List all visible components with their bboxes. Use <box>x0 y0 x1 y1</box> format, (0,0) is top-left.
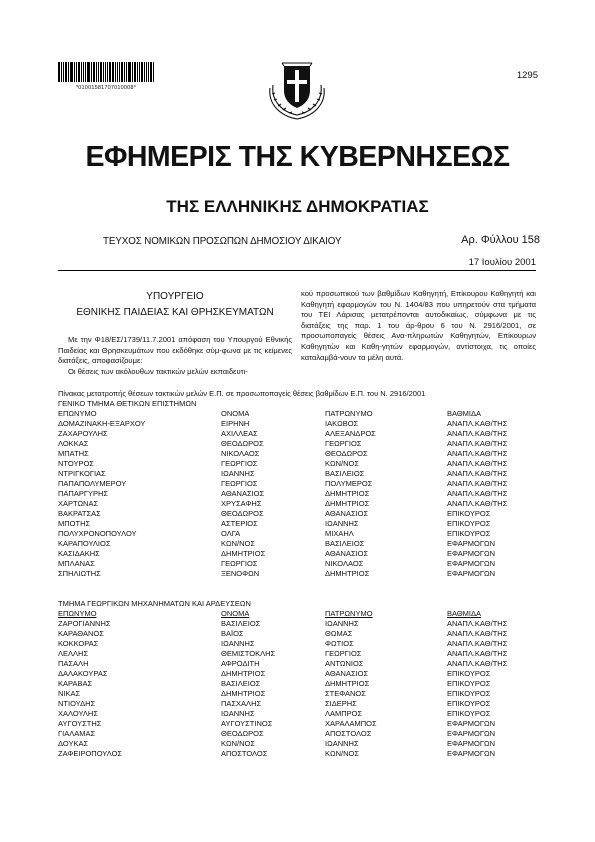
surname-cell: ΒΑΚΡΑΤΣΑΣ <box>58 509 101 518</box>
rank-cell: ΕΠΙΚΟΥΡΟΣ <box>447 669 491 678</box>
table-row <box>58 669 553 679</box>
first-name-cell: ΠΑΣΧΑΛΗΣ <box>221 699 262 708</box>
first-name-cell: ΒΑΣΙΛΕΙΟΣ <box>221 619 261 628</box>
surname-cell: ΑΥΓΟΥΣΤΗΣ <box>58 719 102 728</box>
first-name-cell: ΔΗΜΗΤΡΙΟΣ <box>221 549 266 558</box>
first-name-cell: ΑΥΓΟΥΣΤΙΝΟΣ <box>221 719 273 728</box>
first-name-cell: ΕΙΡΗΝΗ <box>221 419 250 428</box>
fathers-name-cell: ΔΗΜΗΤΡΙΟΣ <box>325 679 370 688</box>
table-row <box>58 739 553 749</box>
rank-cell: ΑΝΑΠΛ.ΚΑΘ/ΤΗΣ <box>447 619 508 628</box>
first-name-cell: ΔΗΜΗΤΡΙΟΣ <box>221 669 266 678</box>
rank-cell: ΕΠΙΚΟΥΡΟΣ <box>447 529 491 538</box>
surname-cell: ΚΑΡΑΘΑΝΟΣ <box>58 629 104 638</box>
rank-cell: ΑΝΑΠΛ.ΚΑΘ/ΤΗΣ <box>447 479 508 488</box>
fathers-name-cell: ΚΩΝ/ΝΟΣ <box>325 459 359 468</box>
surname-cell: ΚΑΡΑΒΑΣ <box>58 679 93 688</box>
surname-cell: ΛΟΚΚΑΣ <box>58 439 89 448</box>
ministry-heading: ΥΠΟΥΡΓΕΙΟ <box>146 291 204 302</box>
barcode-bar <box>153 62 154 82</box>
first-name-cell: ΝΙΚΟΛΑΟΣ <box>221 449 260 458</box>
barcode <box>58 62 154 82</box>
rank-cell: ΕΠΙΚΟΥΡΟΣ <box>447 679 491 688</box>
barcode-bar <box>141 62 143 82</box>
first-name-cell: ΞΕΝΟΦΩΝ <box>221 569 260 578</box>
rank-cell: ΕΦΑΡΜΟΓΩΝ <box>447 749 496 758</box>
table-row <box>58 639 553 649</box>
table-row <box>58 689 553 699</box>
surname-cell: ΜΠΑΤΗΣ <box>58 449 89 458</box>
barcode-bar <box>63 62 64 82</box>
rank-cell: ΑΝΑΠΛ.ΚΑΘ/ΤΗΣ <box>447 489 508 498</box>
first-name-cell: ΙΩΑΝΝΗΣ <box>221 709 255 718</box>
barcode-bar <box>139 62 140 82</box>
page-number: 1295 <box>516 70 538 81</box>
barcode-bar <box>83 62 84 82</box>
rank-cell: ΕΦΑΡΜΟΓΩΝ <box>447 569 496 578</box>
barcode-bar <box>61 62 62 82</box>
barcode-bar <box>74 62 75 82</box>
table-row <box>58 569 553 579</box>
department-title: ΤΜΗΜΑ ΓΕΩΡΓΙΚΩΝ ΜΗΧΑΝΗΜΑΤΩΝ ΚΑΙ ΑΡΔΕΥΣΕΩΝ <box>58 599 251 608</box>
barcode-bar <box>68 62 69 82</box>
surname-cell: ΠΑΠΑΠΟΛΥΜΕΡΟΥ <box>58 479 127 488</box>
fathers-name-cell: ΒΑΣΙΛΕΙΟΣ <box>325 539 365 548</box>
fathers-name-cell: ΙΩΑΝΝΗΣ <box>325 739 359 748</box>
fathers-name-cell: ΔΗΜΗΤΡΙΟΣ <box>325 499 370 508</box>
table-row <box>58 459 553 469</box>
rank-cell: ΕΦΑΡΜΟΓΩΝ <box>447 729 496 738</box>
first-name-cell: ΒΑΣΙΛΕΙΟΣ <box>221 679 261 688</box>
fathers-name-cell: ΙΑΚΩΒΟΣ <box>325 419 359 428</box>
decision-paragraph: Οι θέσεις των ακόλουθων τακτικών μελών εκπαιδευτι- <box>68 366 248 376</box>
first-name-cell: ΑΠΟΣΤΟΛΟΣ <box>221 749 268 758</box>
first-name-cell: ΓΕΩΡΓΙΟΣ <box>221 479 258 488</box>
column-header: ΠΑΤΡΩΝΥΜΟ <box>325 409 373 418</box>
fathers-name-cell: ΚΩΝ/ΝΟΣ <box>325 749 359 758</box>
department-section-general <box>58 399 553 579</box>
surname-cell: ΜΠΛΑΝΑΣ <box>58 559 95 568</box>
column-header: ΠΑΤΡΩΝΥΜΟ <box>325 609 373 618</box>
department-section-agricultural <box>58 599 553 759</box>
barcode-bar <box>128 62 131 82</box>
fathers-name-cell: ΧΑΡΑΛΑΜΠΟΣ <box>325 719 377 728</box>
fathers-name-cell: ΑΘΑΝΑΣΙΟΣ <box>325 549 369 558</box>
barcode-bar <box>93 62 95 82</box>
fathers-name-cell: ΔΗΜΗΤΡΙΟΣ <box>325 569 370 578</box>
barcode-bar <box>81 62 82 82</box>
rank-cell: ΕΠΙΚΟΥΡΟΣ <box>447 709 491 718</box>
rank-cell: ΑΝΑΠΛ.ΚΑΘ/ΤΗΣ <box>447 499 508 508</box>
first-name-cell: ΒΑΪΟΣ <box>221 629 244 638</box>
surname-cell: ΖΑΧΑΡΟΥΛΗΣ <box>58 429 108 438</box>
fathers-name-cell: ΙΩΑΝΝΗΣ <box>325 619 359 628</box>
table-row <box>58 659 553 669</box>
decision-text-left <box>58 335 292 377</box>
barcode-bar <box>132 62 133 82</box>
rank-cell: ΑΝΑΠΛ.ΚΑΘ/ΤΗΣ <box>447 459 508 468</box>
surname-cell: ΝΤΟΥΡΟΣ <box>58 459 94 468</box>
barcode-bar <box>124 62 125 82</box>
barcode-bar <box>121 62 123 82</box>
barcode-bar <box>58 62 60 82</box>
rank-cell: ΕΦΑΡΜΟΓΩΝ <box>447 559 496 568</box>
fathers-name-cell: ΓΕΩΡΓΙΟΣ <box>325 649 362 658</box>
ministry-name: ΕΘΝΙΚΗΣ ΠΑΙΔΕΙΑΣ ΚΑΙ ΘΡΗΣΚΕΥΜΑΤΩΝ <box>76 307 274 318</box>
surname-cell: ΧΑΛΟΥΛΗΣ <box>58 709 98 718</box>
surname-cell: ΠΟΛΥΧΡΟΝΟΠΟΥΛΟΥ <box>58 529 137 538</box>
surname-cell: ΓΙΑΛΑΜΑΣ <box>58 729 96 738</box>
first-name-cell: ΘΕΜΙΣΤΟΚΛΗΣ <box>221 649 276 658</box>
fathers-name-cell: ΙΩΑΝΝΗΣ <box>325 519 359 528</box>
column-header: ΒΑΘΜΙΔΑ <box>447 609 482 618</box>
barcode-bar <box>117 62 118 82</box>
table-row <box>58 439 553 449</box>
issue-date: 17 Ιουλίου 2001 <box>468 257 536 268</box>
barcode-bar <box>78 62 80 82</box>
surname-cell: ΚΟΚΚΟΡΑΣ <box>58 639 99 648</box>
rank-cell: ΕΦΑΡΜΟΓΩΝ <box>447 739 496 748</box>
rank-cell: ΑΝΑΠΛ.ΚΑΘ/ΤΗΣ <box>447 639 508 648</box>
coat-of-arms-emblem <box>262 58 332 122</box>
barcode-bar <box>144 62 145 82</box>
table-row <box>58 699 553 709</box>
tables-caption: Πίνακας μετατροπής θέσεων τακτικών μελών Ε.Π. σε προσωποπαγείς θέσεις βαθμίδων Ε.Π. του Ν. 2916/2001 <box>58 389 426 398</box>
surname-cell: ΖΑΡΟΓΙΑΝΝΗΣ <box>58 619 111 628</box>
table-row <box>58 719 553 729</box>
surname-cell: ΚΑΣΙΔΑΚΗΣ <box>58 549 100 558</box>
fathers-name-cell: ΘΩΜΑΣ <box>325 629 353 638</box>
first-name-cell: ΑΣΤΕΡΙΟΣ <box>221 519 258 528</box>
rank-cell: ΕΠΙΚΟΥΡΟΣ <box>447 519 491 528</box>
table-row <box>58 429 553 439</box>
column-header: ΒΑΘΜΙΔΑ <box>447 409 482 418</box>
surname-cell: ΧΑΡΤΩΝΑΣ <box>58 499 99 508</box>
first-name-cell: ΧΡΥΣΑΦΗΣ <box>221 499 262 508</box>
column-header: ΟΝΟΜΑ <box>221 609 250 618</box>
barcode-bar <box>146 62 147 82</box>
barcode-bar <box>109 62 111 82</box>
first-name-cell: ΙΩΑΝΝΗΣ <box>221 469 255 478</box>
column-header: ΕΠΩΝΥΜΟ <box>58 409 97 418</box>
surname-cell: ΠΑΣΑΛΗ <box>58 659 89 668</box>
barcode-bar <box>115 62 116 82</box>
first-name-cell: ΚΩΝ/ΝΟΣ <box>221 539 255 548</box>
rank-cell: ΕΦΑΡΜΟΓΩΝ <box>447 549 496 558</box>
barcode-bar <box>107 62 108 82</box>
table-row <box>58 549 553 559</box>
rank-cell: ΑΝΑΠΛ.ΚΑΘ/ΤΗΣ <box>447 629 508 638</box>
first-name-cell: ΘΕΟΔΩΡΟΣ <box>221 439 264 448</box>
surname-cell: ΝΤΡΙΓΚΟΓΙΑΣ <box>58 469 106 478</box>
surname-cell: ΣΠΗΛΙΩΤΗΣ <box>58 569 101 578</box>
barcode-bar <box>70 62 73 82</box>
first-name-cell: ΔΗΜΗΤΡΙΟΣ <box>221 689 266 698</box>
barcode-bar <box>76 62 77 82</box>
fathers-name-cell: ΜΙΧΑΗΛ <box>325 529 354 538</box>
fathers-name-cell: ΒΑΣΙΛΕΙΟΣ <box>325 469 365 478</box>
rank-cell: ΑΝΑΠΛ.ΚΑΘ/ΤΗΣ <box>447 429 508 438</box>
department-title: ΓΕΝΙΚΟ ΤΜΗΜΑ ΘΕΤΙΚΩΝ ΕΠΙΣΤΗΜΩΝ <box>58 399 197 408</box>
fathers-name-cell: ΣΙΔΕΡΗΣ <box>325 699 357 708</box>
surname-cell: ΖΑΦΕΙΡΟΠΟΥΛΟΣ <box>58 749 123 758</box>
table-row <box>58 679 553 689</box>
column-header: ΕΠΩΝΥΜΟ <box>58 609 97 618</box>
table-row <box>58 509 553 519</box>
gazette-subtitle: ΤΗΣ ΕΛΛΗΝΙΚΗΣ ΔΗΜΟΚΡΑΤΙΑΣ <box>166 197 429 216</box>
barcode-bar <box>85 62 86 82</box>
table-row <box>58 479 553 489</box>
barcode-bar <box>148 62 149 82</box>
table-row <box>58 499 553 509</box>
table-row <box>58 519 553 529</box>
decision-paragraph: Με την Φ18/ΕΣ/1739/11.7.2001 απόφαση του Υπουργού Εθνικής Παιδείας και Θρησκευμάτων που εκδόθηκε σύμ-φωνα με τις κείμενες διατάξεις, αποφασίζουμε: <box>58 335 292 366</box>
fathers-name-cell: ΘΕΟΔΩΡΟΣ <box>325 449 368 458</box>
rank-cell: ΑΝΑΠΛ.ΚΑΘ/ΤΗΣ <box>447 659 508 668</box>
fathers-name-cell: ΔΗΜΗΤΡΙΟΣ <box>325 489 370 498</box>
barcode-bar <box>65 62 67 82</box>
first-name-cell: ΓΕΩΡΓΙΟΣ <box>221 459 258 468</box>
barcode-bar <box>150 62 152 82</box>
column-header: ΟΝΟΜΑ <box>221 409 250 418</box>
barcode-bar <box>119 62 120 82</box>
surname-cell: ΔΟΜΑΖΙΝΑΚΗ-ΕΞΑΡΧΟΥ <box>58 419 146 428</box>
table-row <box>58 529 553 539</box>
fathers-name-cell: ΦΩΤΙΟΣ <box>325 639 354 648</box>
rank-cell: ΑΝΑΠΛ.ΚΑΘ/ΤΗΣ <box>447 449 508 458</box>
rank-cell: ΕΦΑΡΜΟΓΩΝ <box>447 719 496 728</box>
rank-cell: ΑΝΑΠΛ.ΚΑΘ/ΤΗΣ <box>447 649 508 658</box>
barcode-bar <box>91 62 92 82</box>
fathers-name-cell: ΑΛΕΞΑΝΔΡΟΣ <box>325 429 376 438</box>
barcode-bar <box>137 62 138 82</box>
rank-cell: ΑΝΑΠΛ.ΚΑΘ/ΤΗΣ <box>447 439 508 448</box>
table-row <box>58 539 553 549</box>
table-row <box>58 749 553 759</box>
table-row <box>58 469 553 479</box>
barcode-bar <box>112 62 115 82</box>
surname-cell: ΚΑΡΑΠΟΥΛΙΟΣ <box>58 539 111 548</box>
table-row <box>58 729 553 739</box>
barcode-bar <box>105 62 106 82</box>
surname-cell: ΔΟΥΚΑΣ <box>58 739 89 748</box>
rank-cell: ΕΠΙΚΟΥΡΟΣ <box>447 689 491 698</box>
table-row <box>58 619 553 629</box>
decision-text-right <box>301 289 536 363</box>
barcode-bar <box>98 62 99 82</box>
fathers-name-cell: ΑΘΑΝΑΣΙΟΣ <box>325 509 369 518</box>
fathers-name-cell: ΠΟΛΥΜΕΡΟΣ <box>325 479 373 488</box>
first-name-cell: ΟΛΓΑ <box>221 529 241 538</box>
issue-number: Αρ. Φύλλου 158 <box>461 234 540 246</box>
surname-cell: ΠΑΠΑΡΓΥΡΗΣ <box>58 489 109 498</box>
fathers-name-cell: ΣΤΕΦΑΝΟΣ <box>325 689 366 698</box>
barcode-number: *01001581707010008* <box>75 85 137 91</box>
table-row <box>58 419 553 429</box>
barcode-bar <box>87 62 90 82</box>
surname-cell: ΛΕΛΛΗΣ <box>58 649 89 658</box>
barcode-bar <box>103 62 104 82</box>
table-row <box>58 449 553 459</box>
table-row <box>58 709 553 719</box>
barcode-bar <box>96 62 97 82</box>
table-row <box>58 649 553 659</box>
rank-cell: ΑΝΑΠΛ.ΚΑΘ/ΤΗΣ <box>447 469 508 478</box>
surname-cell: ΔΑΛΑΚΟΥΡΑΣ <box>58 669 108 678</box>
fathers-name-cell: ΝΙΚΟΛΑΟΣ <box>325 559 364 568</box>
gazette-title: ΕΦΗΜΕΡΙΣ ΤΗΣ ΚΥΒΕΡΝΗΣΕΩΣ <box>85 141 510 173</box>
table-row <box>58 489 553 499</box>
table-row <box>58 629 553 639</box>
header-divider <box>58 270 536 271</box>
first-name-cell: ΘΕΟΔΩΡΟΣ <box>221 729 264 738</box>
first-name-cell: ΚΩΝ/ΝΟΣ <box>221 739 255 748</box>
barcode-bar <box>100 62 102 82</box>
issue-type: ΤΕΥΧΟΣ ΝΟΜΙΚΩΝ ΠΡΟΣΩΠΩΝ ΔΗΜΟΣΙΟΥ ΔΙΚΑΙΟΥ <box>103 236 342 247</box>
barcode-bar <box>134 62 136 82</box>
table-header-row <box>58 409 553 419</box>
rank-cell: ΕΦΑΡΜΟΓΩΝ <box>447 539 496 548</box>
table-row <box>58 559 553 569</box>
barcode-bar <box>126 62 127 82</box>
first-name-cell: ΑΦΡΟΔΙΤΗ <box>221 659 260 668</box>
rank-cell: ΕΠΙΚΟΥΡΟΣ <box>447 509 491 518</box>
rank-cell: ΕΠΙΚΟΥΡΟΣ <box>447 699 491 708</box>
first-name-cell: ΓΕΩΡΓΙΟΣ <box>221 559 258 568</box>
rank-cell: ΑΝΑΠΛ.ΚΑΘ/ΤΗΣ <box>447 419 508 428</box>
fathers-name-cell: ΑΠΟΣΤΟΛΟΣ <box>325 729 372 738</box>
fathers-name-cell: ΛΑΜΠΡΟΣ <box>325 709 363 718</box>
fathers-name-cell: ΑΝΤΩΝΙΟΣ <box>325 659 364 668</box>
surname-cell: ΝΤΙΟΥΔΗΣ <box>58 699 96 708</box>
first-name-cell: ΙΩΑΝΝΗΣ <box>221 639 255 648</box>
fathers-name-cell: ΑΘΑΝΑΣΙΟΣ <box>325 669 369 678</box>
decision-paragraph: κού προσωπικού των βαθμίδων Καθηγητή, Επίκουρου Καθηγητή και Καθηγητή εφαρμογών του Ν. 1404/83 που υπηρετούν στα τμήματα του ΤΕΙ Λάρισας μετατρέπονται αυτοδικαίως, σύμφωνα με τις διατάξεις της παρ. 1 του άρ-θρου 6 του Ν. 2916/2001, σε προσωποπαγείς θέσεις Ανα-πληρωτών Καθηγητών, Επίκουρων Καθηγητών και Καθη-γητών εφαρμογών, αντίστοιχα, τις οποίες καταλαμβά-νουν τα μέλη αυτά. <box>301 289 536 362</box>
first-name-cell: ΑΧΙΛΛΕΑΣ <box>221 429 258 438</box>
first-name-cell: ΘΕΟΔΩΡΟΣ <box>221 509 264 518</box>
fathers-name-cell: ΓΕΩΡΓΙΟΣ <box>325 439 362 448</box>
surname-cell: ΜΠΟΤΗΣ <box>58 519 91 528</box>
surname-cell: ΝΙΚΑΣ <box>58 689 81 698</box>
table-header-row <box>58 609 553 619</box>
first-name-cell: ΑΘΑΝΑΣΙΟΣ <box>221 489 265 498</box>
